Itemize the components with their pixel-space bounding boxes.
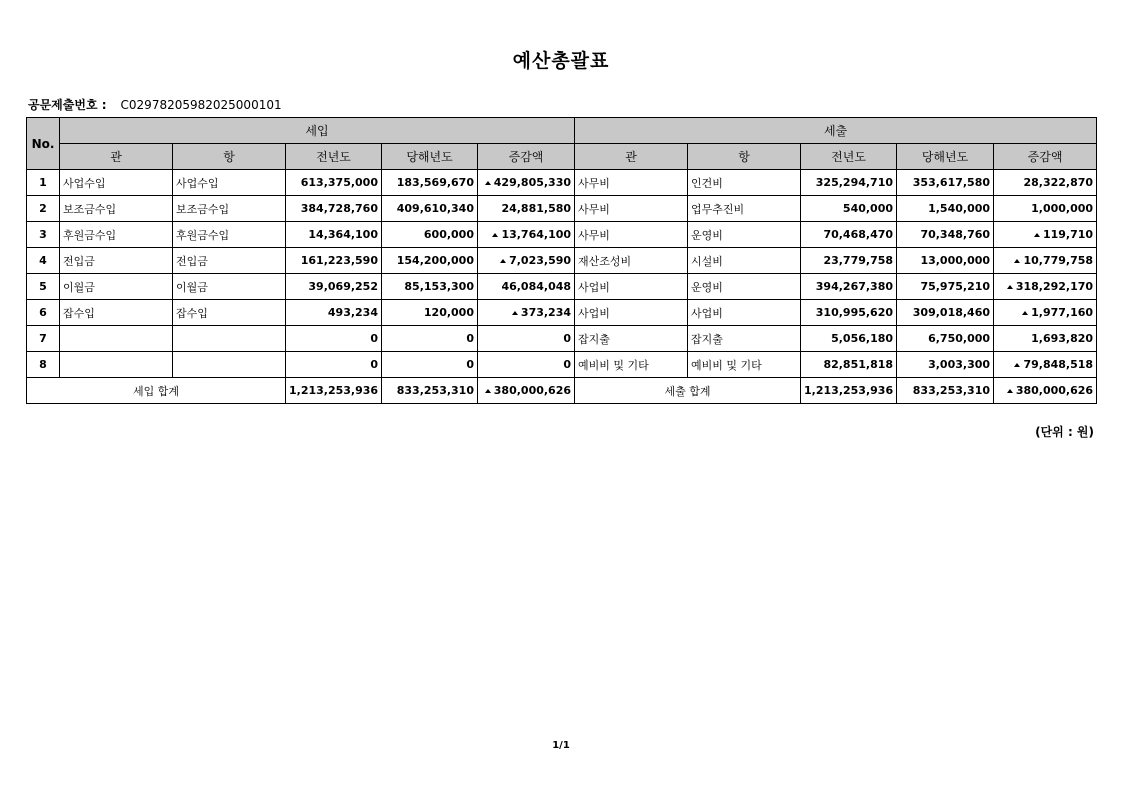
row-no-value: 6: [39, 306, 47, 319]
row-no: [27, 274, 60, 300]
expense-hang: [688, 326, 801, 352]
expense-diff: [994, 248, 1097, 274]
income-cur: [382, 300, 478, 326]
income-total-diff-value: 380,000,626: [493, 384, 572, 397]
income-gwan: [60, 196, 173, 222]
decrease-triangle-icon: [1022, 311, 1028, 315]
income-diff-value: 13,764,100: [501, 228, 572, 241]
expense-diff-value: 1,000,000: [1031, 202, 1094, 215]
income-prev: [286, 326, 382, 352]
income-gwan: [60, 222, 173, 248]
income-total-cur: 833,253,310: [382, 378, 478, 404]
income-diff: [478, 352, 575, 378]
income-diff-value: 46,084,048: [501, 280, 572, 293]
income-prev: [286, 352, 382, 378]
expense-prev-value: 23,779,758: [823, 254, 894, 267]
expense-total-prev: 1,213,253,936: [801, 378, 897, 404]
expense-cur-value: 13,000,000: [920, 254, 991, 267]
expense-cur-value: 6,750,000: [928, 332, 991, 345]
decrease-triangle-icon: [512, 311, 518, 315]
expense-diff: [994, 352, 1097, 378]
expense-hang-value: 운영비: [691, 228, 723, 242]
income-prev-value: 0: [370, 358, 378, 371]
expense-hang: [688, 222, 801, 248]
income-gwan-value: 사업수입: [63, 176, 106, 190]
income-hang: [173, 248, 286, 274]
expense-cur: [897, 300, 994, 326]
decrease-triangle-icon: [500, 259, 506, 263]
expense-cur: [897, 248, 994, 274]
income-cur-value: 0: [466, 332, 474, 345]
income-diff-value: 373,234: [520, 306, 572, 319]
expense-prev: [801, 196, 897, 222]
income-prev-value: 613,375,000: [300, 176, 378, 189]
expense-diff: [994, 222, 1097, 248]
income-diff: [478, 326, 575, 352]
unit-note: (단위 : 원): [1035, 425, 1094, 439]
expense-hang-value: 예비비 및 기타: [691, 358, 762, 372]
income-diff-value: 429,805,330: [493, 176, 572, 189]
header-expense-prev: 전년도: [801, 144, 897, 170]
budget-table-body: [27, 170, 1097, 378]
income-gwan: [60, 248, 173, 274]
expense-gwan: [575, 326, 688, 352]
income-diff: [478, 300, 575, 326]
income-hang-value: 잡수입: [176, 306, 208, 320]
expense-prev-value: 5,056,180: [831, 332, 894, 345]
table-row: [27, 326, 1097, 352]
decrease-triangle-icon: [1034, 233, 1040, 237]
income-cur-value: 85,153,300: [404, 280, 474, 293]
expense-cur-value: 353,617,580: [912, 176, 991, 189]
expense-gwan-value: 사무비: [578, 176, 610, 190]
income-prev-value: 14,364,100: [308, 228, 378, 241]
decrease-triangle-icon: [492, 233, 498, 237]
row-no: [27, 300, 60, 326]
doc-number: [28, 96, 282, 113]
header-expense-diff: 증감액: [994, 144, 1097, 170]
income-prev: [286, 222, 382, 248]
expense-hang: [688, 196, 801, 222]
expense-diff: [994, 196, 1097, 222]
income-hang-value: 사업수입: [176, 176, 219, 190]
decrease-triangle-icon: [1014, 259, 1020, 263]
expense-diff: [994, 326, 1097, 352]
expense-hang: [688, 300, 801, 326]
expense-cur: [897, 352, 994, 378]
decrease-triangle-icon: [1007, 389, 1013, 393]
expense-gwan-value: 사무비: [578, 202, 610, 216]
income-diff-value: 0: [563, 332, 572, 345]
income-diff: [478, 274, 575, 300]
income-prev: [286, 170, 382, 196]
income-hang-value: 보조금수입: [176, 202, 230, 216]
income-hang: [173, 352, 286, 378]
expense-cur-value: 70,348,760: [920, 228, 991, 241]
income-cur: [382, 326, 478, 352]
expense-diff-value: 10,779,758: [1023, 254, 1094, 267]
row-no-value: 5: [39, 280, 47, 293]
expense-hang: [688, 170, 801, 196]
income-prev: [286, 274, 382, 300]
expense-prev-value: 394,267,380: [815, 280, 894, 293]
page-title: 예산총괄표: [512, 50, 610, 72]
decrease-triangle-icon: [485, 389, 491, 393]
expense-cur: [897, 196, 994, 222]
income-diff: [478, 170, 575, 196]
expense-gwan: [575, 352, 688, 378]
expense-cur: [897, 274, 994, 300]
income-diff-value: 0: [563, 358, 572, 371]
table-row: [27, 300, 1097, 326]
table-row: [27, 222, 1097, 248]
income-gwan: [60, 326, 173, 352]
header-expense: 세출: [575, 118, 1097, 144]
budget-summary-table: [26, 117, 1097, 404]
decrease-triangle-icon: [485, 181, 491, 185]
row-no: [27, 352, 60, 378]
income-diff: [478, 248, 575, 274]
income-cur-value: 183,569,670: [396, 176, 474, 189]
expense-prev: [801, 170, 897, 196]
income-gwan-value: 보조금수입: [63, 202, 117, 216]
expense-gwan-value: 사무비: [578, 228, 610, 242]
header-expense-hang: 항: [688, 144, 801, 170]
expense-total-cur: 833,253,310: [897, 378, 994, 404]
table-row: [27, 248, 1097, 274]
income-hang: [173, 170, 286, 196]
expense-hang-value: 업무추진비: [691, 202, 745, 216]
expense-cur-value: 1,540,000: [928, 202, 991, 215]
income-gwan: [60, 170, 173, 196]
expense-cur: [897, 326, 994, 352]
row-no-value: 1: [39, 176, 47, 189]
income-prev-value: 0: [370, 332, 378, 345]
expense-cur: [897, 170, 994, 196]
income-hang: [173, 274, 286, 300]
totals-row: [27, 378, 1097, 404]
income-hang: [173, 326, 286, 352]
expense-cur-value: 75,975,210: [920, 280, 991, 293]
income-prev-value: 161,223,590: [300, 254, 378, 267]
expense-prev-value: 70,468,470: [823, 228, 894, 241]
row-no: [27, 170, 60, 196]
expense-diff-value: 318,292,170: [1015, 280, 1094, 293]
header-income: 세입: [60, 118, 575, 144]
income-gwan: [60, 274, 173, 300]
table-row: [27, 352, 1097, 378]
expense-prev-value: 540,000: [842, 202, 894, 215]
income-total-diff: [478, 378, 575, 404]
expense-prev: [801, 326, 897, 352]
income-hang-value: 이월금: [176, 280, 208, 294]
row-no-value: 7: [39, 332, 47, 345]
income-gwan-value: 잡수입: [63, 306, 95, 320]
income-prev-value: 384,728,760: [300, 202, 378, 215]
expense-gwan-value: 사업비: [578, 306, 610, 320]
expense-hang-value: 운영비: [691, 280, 723, 294]
expense-hang: [688, 352, 801, 378]
decrease-triangle-icon: [1014, 363, 1020, 367]
income-diff: [478, 196, 575, 222]
expense-hang-value: 잡지출: [691, 332, 723, 346]
row-no-value: 4: [39, 254, 47, 267]
doc-number-value: C0297820598202500010​1: [120, 98, 282, 112]
expense-diff: [994, 300, 1097, 326]
header-expense-cur: 당해년도: [897, 144, 994, 170]
income-gwan-value: 전입금: [63, 254, 95, 268]
expense-diff: [994, 170, 1097, 196]
income-cur-value: 154,200,000: [396, 254, 474, 267]
row-no-value: 3: [39, 228, 47, 241]
expense-diff-value: 1,977,160: [1031, 306, 1094, 319]
doc-number-label: 공문제출번호 :: [28, 98, 107, 112]
expense-prev: [801, 222, 897, 248]
expense-gwan: [575, 248, 688, 274]
income-diff-value: 7,023,590: [509, 254, 572, 267]
header-income-prev: 전년도: [286, 144, 382, 170]
header-expense-gwan: 관: [575, 144, 688, 170]
income-prev-value: 39,069,252: [308, 280, 378, 293]
expense-hang: [688, 248, 801, 274]
income-hang: [173, 196, 286, 222]
expense-cur-value: 3,003,300: [928, 358, 991, 371]
income-cur: [382, 274, 478, 300]
income-hang: [173, 300, 286, 326]
header-income-cur: 당해년도: [382, 144, 478, 170]
decrease-triangle-icon: [1007, 285, 1013, 289]
income-total-label: 세입 합계: [27, 378, 286, 404]
expense-diff-value: 79,848,518: [1023, 358, 1094, 371]
income-cur: [382, 196, 478, 222]
expense-gwan: [575, 274, 688, 300]
income-hang-value: 전입금: [176, 254, 208, 268]
income-prev-value: 493,234: [327, 306, 378, 319]
page-number: 1/1: [552, 740, 570, 751]
expense-prev: [801, 300, 897, 326]
row-no: [27, 326, 60, 352]
income-diff-value: 24,881,580: [501, 202, 572, 215]
expense-prev-value: 325,294,710: [815, 176, 894, 189]
header-income-gwan: 관: [60, 144, 173, 170]
expense-hang-value: 시설비: [691, 254, 723, 268]
header-income-hang: 항: [173, 144, 286, 170]
income-hang-value: 후원금수입: [176, 228, 230, 242]
row-no: [27, 196, 60, 222]
row-no-value: 8: [39, 358, 47, 371]
income-hang: [173, 222, 286, 248]
income-diff: [478, 222, 575, 248]
income-gwan: [60, 300, 173, 326]
income-gwan-value: 이월금: [63, 280, 95, 294]
table-row: [27, 196, 1097, 222]
expense-diff-value: 119,710: [1042, 228, 1094, 241]
expense-cur-value: 309,018,460: [912, 306, 991, 319]
income-total-prev: 1,213,253,936: [286, 378, 382, 404]
header-no: No.: [27, 118, 60, 170]
expense-hang: [688, 274, 801, 300]
income-gwan-value: 후원금수입: [63, 228, 117, 242]
expense-gwan-value: 재산조성비: [578, 254, 632, 268]
row-no-value: 2: [39, 202, 47, 215]
expense-prev: [801, 352, 897, 378]
expense-total-label: 세출 합계: [575, 378, 801, 404]
expense-diff: [994, 274, 1097, 300]
expense-cur: [897, 222, 994, 248]
income-cur: [382, 248, 478, 274]
expense-hang-value: 사업비: [691, 306, 723, 320]
income-prev: [286, 196, 382, 222]
expense-hang-value: 인건비: [691, 176, 723, 190]
income-cur: [382, 222, 478, 248]
row-no: [27, 222, 60, 248]
expense-diff-value: 28,322,870: [1023, 176, 1094, 189]
header-income-diff: 증감액: [478, 144, 575, 170]
row-no: [27, 248, 60, 274]
expense-prev-value: 310,995,620: [815, 306, 894, 319]
expense-diff-value: 1,693,820: [1031, 332, 1094, 345]
income-gwan: [60, 352, 173, 378]
income-cur: [382, 170, 478, 196]
expense-total-diff: [994, 378, 1097, 404]
expense-gwan: [575, 196, 688, 222]
income-cur-value: 600,000: [423, 228, 474, 241]
table-row: [27, 274, 1097, 300]
income-prev: [286, 248, 382, 274]
expense-prev-value: 82,851,818: [823, 358, 894, 371]
expense-gwan: [575, 170, 688, 196]
expense-total-diff-value: 380,000,626: [1015, 384, 1094, 397]
income-cur: [382, 352, 478, 378]
expense-gwan-value: 잡지출: [578, 332, 610, 346]
income-prev: [286, 300, 382, 326]
income-cur-value: 120,000: [423, 306, 474, 319]
expense-gwan: [575, 222, 688, 248]
income-cur-value: 409,610,340: [396, 202, 474, 215]
expense-gwan: [575, 300, 688, 326]
table-row: [27, 170, 1097, 196]
income-cur-value: 0: [466, 358, 474, 371]
expense-gwan-value: 예비비 및 기타: [578, 358, 649, 372]
expense-gwan-value: 사업비: [578, 280, 610, 294]
expense-prev: [801, 274, 897, 300]
expense-prev: [801, 248, 897, 274]
